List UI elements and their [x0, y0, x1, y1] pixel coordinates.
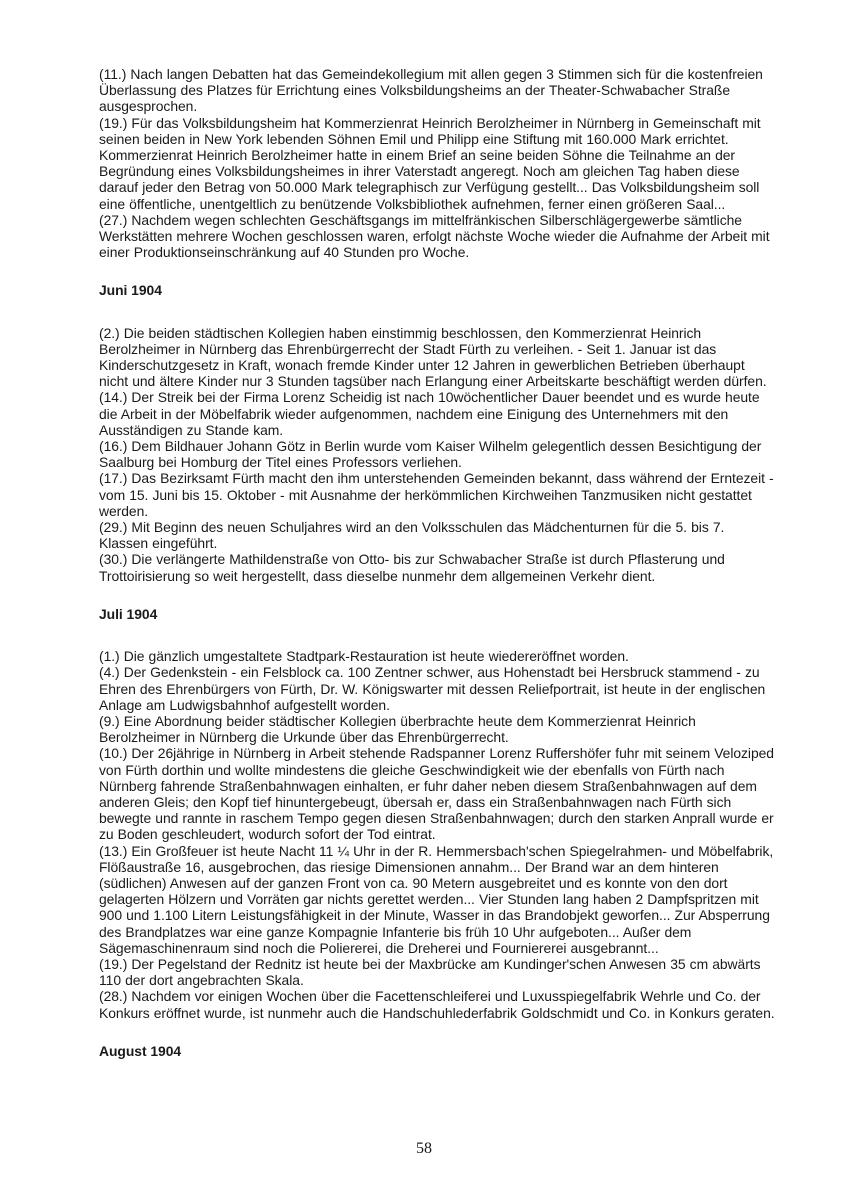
- chronicle-entry: (2.) Die beiden städtischen Kollegien haben einstimmig beschlossen, den Kommerzienrat Heinrich Berolzheimer in Nürnberg das Ehrenbürgerrecht der Stadt Fürth zu verleihen. - Seit 1. Januar ist das Kinderschutzgesetz in Kraft, wonach fremde Kinder unter 12 Jahren in gewerblichen Betrieben überhaupt nicht und ältere Kinder nur 3 Stunden tagsüber nach Erlangung einer Arbeitskarte beschäftigt werden dürfen.: [99, 324, 767, 390]
- chronicle-section: [99, 1043, 775, 1059]
- chronicle-section: [99, 282, 775, 583]
- chronicle-entry: (14.) Der Streik bei der Firma Lorenz Scheidig ist nach 10wöchentlicher Dauer beendet und es wurde heute die Arbeit in der Möbelfabrik wieder aufgenommen, nachdem eine Einigung des Unternehmers mit den Ausständigen zu Stande kam.: [99, 389, 760, 438]
- chronicle-entry: (29.) Mit Beginn des neuen Schuljahres wird an den Volksschulen das Mädchenturnen für die 5. bis 7. Klassen eingeführt.: [99, 519, 725, 552]
- month-heading: Juli 1904: [99, 605, 158, 622]
- chronicle-entry: (11.) Nach langen Debatten hat das Gemeindekollegium mit allen gegen 3 Stimmen sich für die kostenfreien Überlassung des Platzes für Errichtung eines Volksbildungsheims an der Theater-Schwabacher Straße ausgesprochen.: [99, 66, 763, 115]
- page-footer: [0, 1139, 848, 1158]
- month-heading: August 1904: [99, 1042, 182, 1059]
- chronicle-entry: (19.) Für das Volksbildungsheim hat Kommerzienrat Heinrich Berolzheimer in Nürnberg in Gemeinschaft mit seinen beiden in New York lebenden Söhnen Emil und Philipp eine Stiftung mit 160.000 Mark errichtet. Kommerzienrat Heinrich Berolzheimer hatte in einem Brief an seine beiden Söhne die Teilnahme an der Begründung eines Volksbildungsheimes in ihrer Vaterstadt angeregt. Noch am gleichen Tag haben diese darauf jeder den Betrag von 50.000 Mark telegraphisch zur Verfügung gestellt... Das Volksbildungsheim soll eine öffentliche, unentgeltlich zu benützende Volksbibliothek aufnehmen, ferner einen größeren Saal...: [99, 114, 761, 212]
- chronicle-entry: (16.) Dem Bildhauer Johann Götz in Berlin wurde vom Kaiser Wilhelm gelegentlich dessen Besichtigung der Saalburg bei Homburg der Titel eines Professors verliehen.: [99, 438, 762, 471]
- chronicle-entry: (28.) Nachdem vor einigen Wochen über die Facettenschleiferei und Luxusspiegelfabrik Wehrle und Co. der Konkurs eröffnet wurde, ist nunmehr auch die Handschuhlederfabrik Goldschmidt und Co. in Konkurs geraten.: [99, 988, 775, 1021]
- chronicle-entry: (19.) Der Pegelstand der Rednitz ist heute bei der Maxbrücke am Kundinger'schen Anwesen 35 cm abwärts 110 der dort angebrachten Skala.: [99, 955, 761, 989]
- document-page: [99, 66, 775, 1085]
- chronicle-entry: (10.) Der 26jährige in Nürnberg in Arbeit stehende Radspanner Lorenz Ruffershöfer fuhr mit seinem Veloziped von Fürth dorthin und wollte mindestens die gleiche Geschwindigkeit wie der ebenfalls von Fürth nach Nürnberg fahrende Straßenbahnwagen einhalten, er fuhr daher neben diesem Straßenbahnwagen auf dem anderen Gleis; den Kopf tief hinuntergebeugt, übersah er, dass ein Straßenbahnwagen nach Fürth sich bewegte und rannte in raschem Tempo gegen diesen Straßenbahnwagen; durch den starken Anprall wurde er zu Boden geschleudert, wodurch sofort der Tod eintrat.: [99, 745, 774, 843]
- chronicle-entry: (9.) Eine Abordnung beider städtischer Kollegien überbrachte heute dem Kommerzienrat Heinrich Berolzheimer in Nürnberg die Urkunde über das Ehrenbürgerrecht.: [99, 712, 696, 746]
- chronicle-entry: (27.) Nachdem wegen schlechten Geschäftsgangs im mittelfränkischen Silberschlägergewerbe sämtliche Werkstätten mehrere Wochen geschlossen waren, erfolgt nächste Woche wieder die Aufnahme der Arbeit mit einer Produktionseinschränkung auf 40 Stunden pro Woche.: [99, 211, 770, 261]
- page-number: 58: [416, 1140, 432, 1157]
- chronicle-section: [99, 606, 775, 1021]
- chronicle-section: [99, 66, 775, 260]
- month-heading: Juni 1904: [99, 282, 162, 299]
- chronicle-entry: (1.) Die gänzlich umgestaltete Stadtpark-Restauration ist heute wiedereröffnet worden.: [99, 648, 629, 665]
- chronicle-entry: (17.) Das Bezirksamt Fürth macht den ihm unterstehenden Gemeinden bekannt, dass während der Erntezeit - vom 15. Juni bis 15. Oktober - mit Ausnahme der herkömmlichen Kirchweihen Tanzmusiken nicht gestattet werden.: [99, 470, 774, 519]
- chronicle-entry: (4.) Der Gedenkstein - ein Felsblock ca. 100 Zentner schwer, aus Hohenstadt bei Hersbruck stammend - zu Ehren des Ehrenbürgers von Fürth, Dr. W. Königswarter mit dessen Reliefportrait, ist heute in der englischen Anlage am Ludwigsbahnhof aufgestellt worden.: [99, 664, 766, 713]
- chronicle-text: [99, 66, 775, 1059]
- chronicle-entry: (13.) Ein Großfeuer ist heute Nacht 11 ¼ Uhr in der R. Hemmersbach'schen Spiegelrahmen- und Möbelfabrik, Flößaustraße 16, ausgebrochen, das riesige Dimensionen annahm... Der Brand war an dem hinteren (südlichen) Anwesen auf der ganzen Front von ca. 90 Metern ausgebreitet und es konnte von den dort gelagerten Hölzern und Vorräten gar nichts gerettet werden... Vier Stunden lang haben 2 Dampfspritzen mit 900 und 1.100 Litern Leistungsfähigkeit in der Minute, Wasser in das Brandobjekt geworfen... Zur Absperrung des Brandplatzes war eine ganze Kompagnie Infanterie bis früh 10 Uhr aufgeboten... Außer dem Sägemaschinenraum sind noch die Poliererei, die Dreherei und Fourniererei ausgebrannt...: [99, 842, 774, 956]
- chronicle-entry: (30.) Die verlängerte Mathildenstraße von Otto- bis zur Schwabacher Straße ist durch Pflasterung und Trottoirisierung so weit hergestellt, dass dieselbe nunmehr dem allgemeinen Verkehr dient.: [99, 551, 725, 584]
